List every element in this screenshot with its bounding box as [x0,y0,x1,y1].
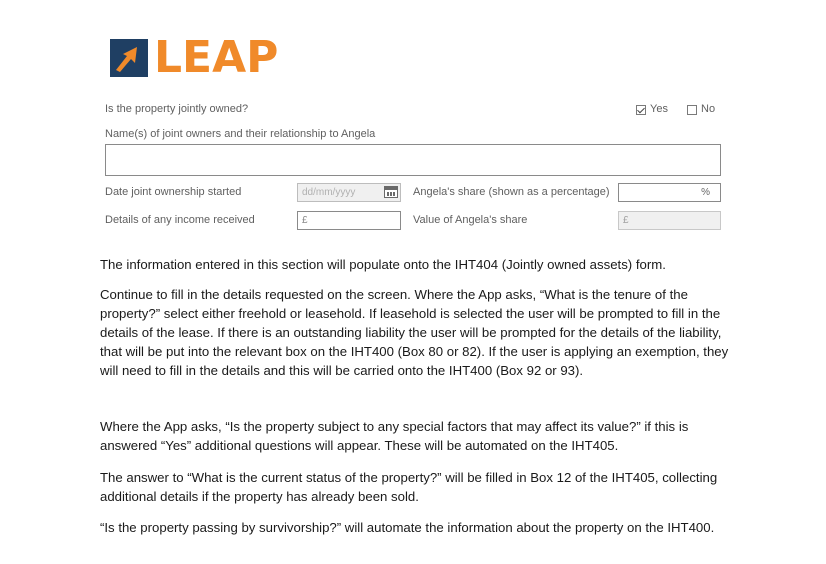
share-value-label: Value of Angela's share [413,214,528,226]
no-checkbox[interactable] [687,105,697,115]
yes-checkbox[interactable] [636,105,646,115]
jointly-owned-label: Is the property jointly owned? [105,103,249,115]
date-started-label: Date joint ownership started [105,186,242,198]
paragraph-current-status: The answer to “What is the current status of the property?” will be filled in Box 12 of the IHT405, collecting additional details if the property has already been sold. [100,470,718,504]
share-percentage-label: Angela's share (shown as a percentage) [413,186,610,198]
paragraph-special-factors: Where the App asks, “Is the property subject to any special factors that may affect its value?” if this is answered “Yes” additional questions will appear. These will be automated on the IHT405. [100,419,689,453]
paragraph-tenure: Continue to fill in the details requested on the screen. Where the App asks, “What is the tenure of the property?” select either freehold or leasehold. If leasehold is selected the user will be prompted to fill in the details of the lease. If there is an outstanding liability the user will be prompted for the details of the liability, that will be put into the relevant box on the IHT400 (Box 80 or 82). If the user is applying an exemption, they will need to fill in the details and this will be carried onto the IHT400 (Box 92 or 93). [100,287,729,378]
calendar-icon[interactable] [384,186,398,198]
share-percentage-input[interactable] [618,183,721,202]
no-label: No [701,103,716,115]
joint-owners-label: Name(s) of joint owners and their relationship to Angela [105,128,376,140]
income-input[interactable] [297,211,401,230]
paragraph-iht404: The information entered in this section will populate onto the IHT404 (Jointly owned assets) form. [100,257,666,272]
joint-owners-textarea[interactable] [105,144,721,176]
date-started-input[interactable] [297,183,401,202]
leap-logo-text: LEAP [154,32,279,83]
leap-logo [110,32,279,83]
yes-label: Yes [650,103,668,115]
percent-suffix: % [701,187,710,198]
value-currency-prefix: £ [623,215,629,226]
income-label: Details of any income received [105,214,255,226]
share-value-input [618,211,721,230]
paragraph-survivorship: “Is the property passing by survivorship?” will automate the information about the property on the IHT400. [100,520,715,535]
date-placeholder: dd/mm/yyyy [302,187,356,198]
income-currency-prefix: £ [302,215,308,226]
leap-logo-mark-icon [110,39,148,77]
